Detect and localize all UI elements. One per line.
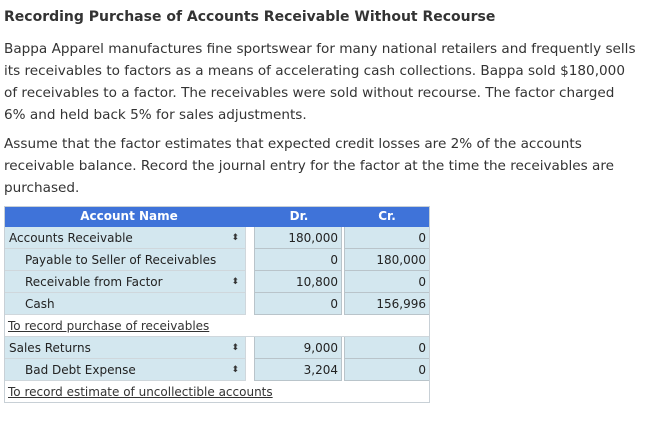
problem-instruction: Assume that the factor estimates that expected credit losses are 2% of the accounts receivable balance. Record the journal entry for the factor at the time the receivables are purchased. (4, 136, 615, 196)
credit-input[interactable]: 0 (344, 359, 430, 381)
table-row (4, 293, 430, 315)
debit-input[interactable]: 0 (254, 293, 342, 315)
page-title: Recording Purchase of Accounts Receivable Without Recourse (4, 9, 496, 25)
dropdown-arrows-icon: ⬍ (231, 365, 239, 375)
account-select[interactable] (4, 293, 246, 315)
account-select[interactable] (4, 249, 246, 271)
account-select[interactable] (4, 359, 246, 381)
account-select[interactable] (4, 337, 246, 359)
table-header (4, 206, 430, 227)
header-debit: Dr. (289, 209, 309, 223)
account-select-label: Sales Returns (9, 341, 91, 355)
account-select-label: Receivable from Factor (25, 275, 163, 289)
problem-description: Bappa Apparel manufactures fine sportswear for many national retailers and frequently sells its receivables to factors as a means of accelerating cash collections. Bappa sold $180,000 of receivables to a factor. The receivables were sold without recourse. The factor charged 6% and held back 5% for sales adjustments. (4, 41, 636, 123)
table-row (4, 249, 430, 271)
account-select[interactable] (4, 227, 246, 249)
entry-description-2: To record estimate of uncollectible accounts (4, 381, 430, 403)
credit-input[interactable]: 0 (344, 227, 430, 249)
account-select-label: Bad Debt Expense (25, 363, 136, 377)
debit-input[interactable]: 3,204 (254, 359, 342, 381)
credit-input[interactable]: 156,996 (344, 293, 430, 315)
table-row (4, 315, 430, 337)
table-row (4, 337, 430, 359)
entry-description-1: To record purchase of receivables (4, 315, 430, 337)
dropdown-arrows-icon: ⬍ (231, 343, 239, 353)
credit-input[interactable]: 0 (344, 337, 430, 359)
dropdown-arrows-icon: ⬍ (231, 277, 239, 287)
credit-input[interactable]: 180,000 (344, 249, 430, 271)
debit-input[interactable]: 180,000 (254, 227, 342, 249)
debit-input[interactable]: 9,000 (254, 337, 342, 359)
debit-input[interactable]: 10,800 (254, 271, 342, 293)
table-row (4, 227, 430, 249)
debit-input[interactable]: 0 (254, 249, 342, 271)
dropdown-arrows-icon: ⬍ (231, 233, 239, 243)
journal-entry-table (4, 206, 430, 403)
header-account-name: Account Name (80, 209, 178, 223)
table-row (4, 271, 430, 293)
account-select-label: Payable to Seller of Receivables (25, 253, 217, 267)
account-select[interactable] (4, 271, 246, 293)
account-select-label: Cash (25, 297, 55, 311)
table-row (4, 359, 430, 381)
header-credit: Cr. (378, 209, 396, 223)
table-row (4, 381, 430, 403)
credit-input[interactable]: 0 (344, 271, 430, 293)
account-select-label: Accounts Receivable (9, 231, 133, 245)
